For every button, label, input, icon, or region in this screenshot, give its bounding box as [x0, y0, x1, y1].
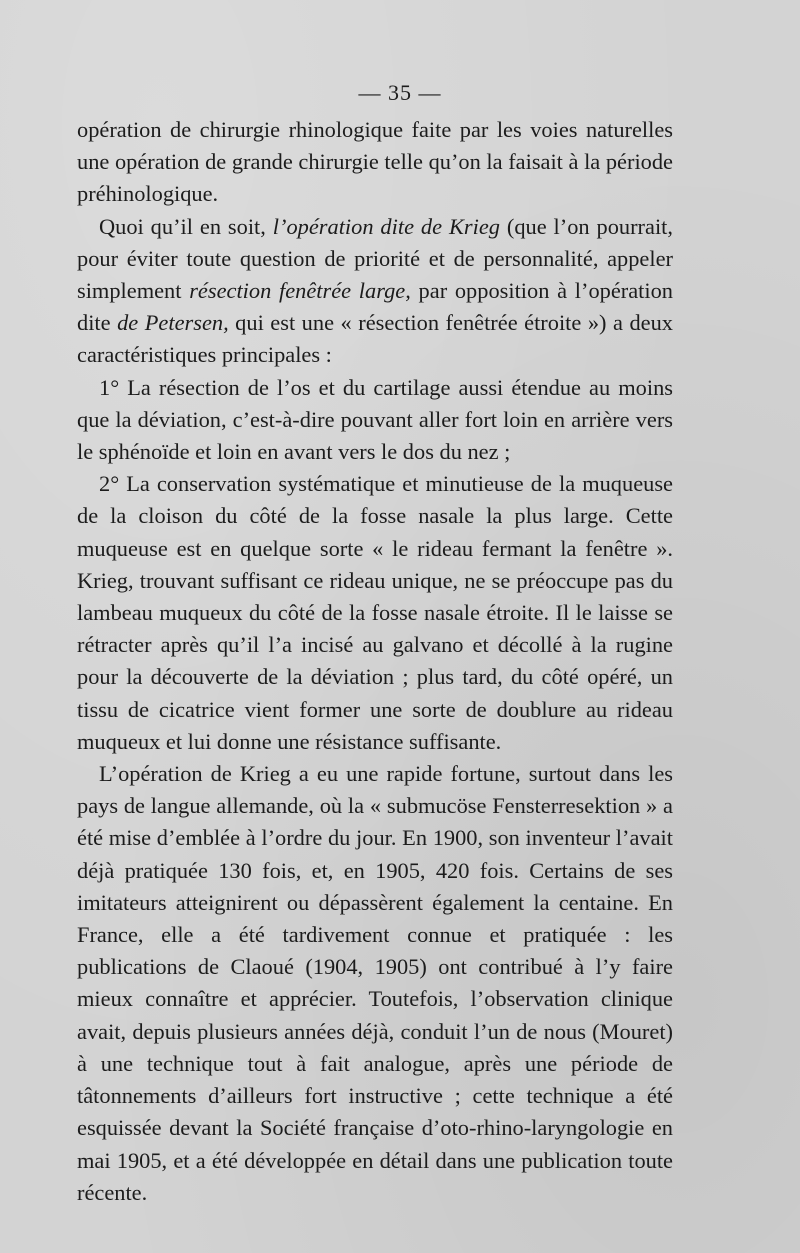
body-text	[77, 114, 673, 1209]
paragraph-1	[77, 114, 673, 211]
italic-run: de Petersen,	[117, 310, 229, 336]
text-run: Quoi qu’il en soit,	[99, 213, 273, 239]
italic-run: l’opération dite de Krieg	[272, 213, 500, 239]
text-run: opération de chirurgie rhinologique faite par les voies naturelles une opération de grande chirurgie telle qu’on la faisait à la période préhinologique.	[77, 117, 673, 207]
text-run: L’opération de Krieg a eu une rapide fortune, surtout dans les pays de langue allemande, où la « submucöse Fensterresektion » a été mise d’emblée à l’ordre du jour. En 1900, son inventeur l’avait déjà pratiquée 130 fois, et, en 1905, 420 fois. Certains de ses imitateurs atteignirent ou dépassèrent également la centaine. En France, elle a été tardivement connue et pratiquée : les publications de Claoué (1904, 1905) ont contribué à l’y faire mieux connaître et apprécier. Toutefois, l’observation clinique avait, depuis plusieurs années déjà, conduit l’un de nous (Mouret) à une technique tout à fait analogue, après une période de tâtonnements d’ailleurs fort instructive ; cette technique a été esquissée devant la Société française d’oto-rhino-laryngologie en mai 1905, et a été développée en détail dans une publication toute récente.	[77, 761, 673, 1205]
paragraph-3	[77, 372, 673, 469]
text-run: 2° La conservation systématique et minutieuse de la muqueuse de la cloison du côté de la fosse nasale la plus large. Cette muqueuse est en quelque sorte « le rideau fermant la fenêtre ». Krieg, trouvant suffisant ce rideau unique, ne se préoccupe pas du lambeau muqueux du côté de la fosse nasale étroite. Il le laisse se rétracter après qu’il l’a incisé au galvano et décollé à la rugine pour la découverte de la déviation ; plus tard, du côté opéré, un tissu de cicatrice vient former une sorte de doublure au rideau muqueux et lui donne une résistance suffisante.	[77, 471, 673, 754]
paragraph-4	[77, 468, 673, 758]
text-run: (que l’on pourrait, pour éviter toute question de priorité et de personnalité, appeler simplement	[77, 213, 673, 304]
text-run: 1° La résection de l’os et du cartilage aussi étendue au moins que la déviation, c’est-à-dire pouvant aller fort loin en arrière vers le sphénoïde et loin en avant vers le dos du nez ;	[77, 374, 673, 465]
text-run: qui est une « résection fenêtrée étroite ») a deux caractéristiques principales :	[77, 310, 673, 368]
paragraph-2	[77, 211, 673, 372]
italic-run: résection fenêtrée large,	[189, 278, 411, 304]
paragraph-5	[77, 758, 673, 1209]
text-run: par opposition à l’opération dite	[77, 278, 674, 336]
page-number: — 35 —	[358, 80, 442, 105]
